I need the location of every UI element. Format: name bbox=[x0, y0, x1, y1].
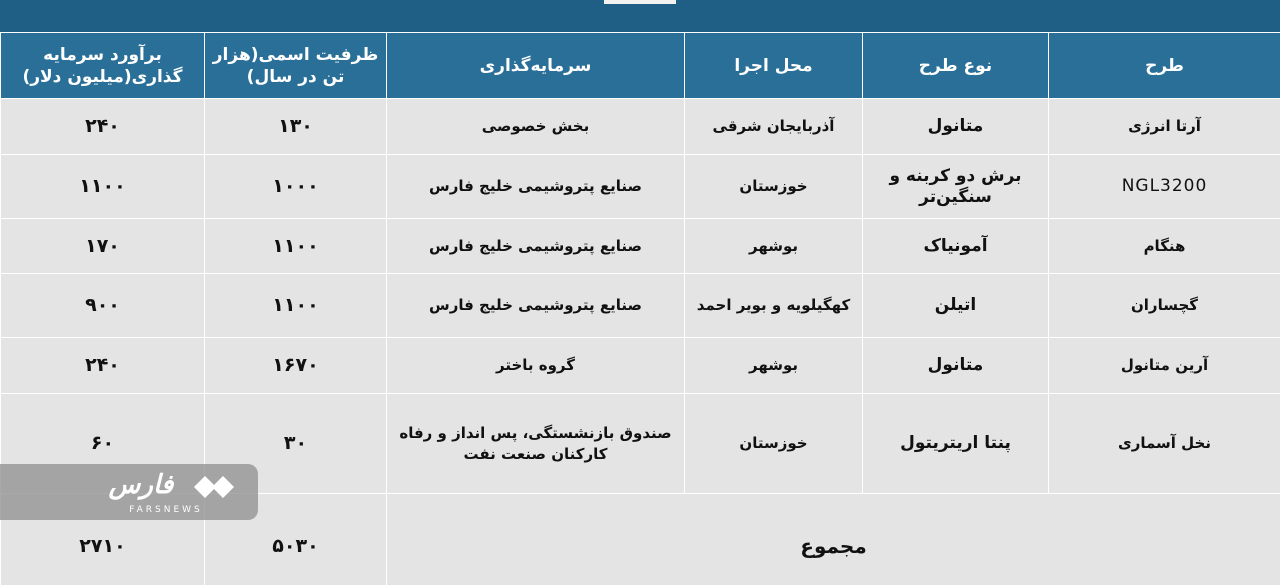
cell-capacity: ۱۱۰۰ bbox=[205, 274, 387, 338]
header-investor: سرمایه‌گذاری bbox=[387, 33, 685, 99]
cell-investor: صنایع پتروشیمی خلیج فارس bbox=[387, 274, 685, 338]
cell-project: نخل آسماری bbox=[1049, 394, 1280, 494]
header-investment: برآورد سرمایه گذاری(میلیون دلار) bbox=[1, 33, 205, 99]
cell-location: کهگیلویه و بویر احمد bbox=[685, 274, 863, 338]
cell-type: برش دو کربنه و سنگین‌تر bbox=[863, 155, 1049, 219]
cell-investment: ۱۷۰ bbox=[1, 219, 205, 274]
table-row bbox=[1, 219, 1280, 274]
cell-investment: ۱۱۰۰ bbox=[1, 155, 205, 219]
cell-project: آرتا انرژی bbox=[1049, 99, 1280, 155]
cell-investor: گروه باختر bbox=[387, 338, 685, 394]
farsnews-logo bbox=[0, 464, 258, 520]
cell-type: آمونیاک bbox=[863, 219, 1049, 274]
cell-investment: ۹۰۰ bbox=[1, 274, 205, 338]
cell-investor: بخش خصوصی bbox=[387, 99, 685, 155]
cell-type: پنتا اریتریتول bbox=[863, 394, 1049, 494]
header-capacity: ظرفیت اسمی(هزار تن در سال) bbox=[205, 33, 387, 99]
table-row bbox=[1, 99, 1280, 155]
logo-word: فارس bbox=[108, 470, 174, 500]
cell-location: آذربایجان شرقی bbox=[685, 99, 863, 155]
fars-diamond-icon bbox=[192, 474, 236, 500]
cell-capacity: ۱۳۰ bbox=[205, 99, 387, 155]
header-location: محل اجرا bbox=[685, 33, 863, 99]
cell-project: هنگام bbox=[1049, 219, 1280, 274]
cell-capacity: ۱۱۰۰ bbox=[205, 219, 387, 274]
cell-capacity: ۳۰ bbox=[205, 394, 387, 494]
cell-project: گچساران bbox=[1049, 274, 1280, 338]
header-type: نوع طرح bbox=[863, 33, 1049, 99]
table-row bbox=[1, 155, 1280, 219]
cell-investment: ۲۴۰ bbox=[1, 338, 205, 394]
total-capacity: ۵۰۳۰ bbox=[205, 494, 387, 586]
table-row bbox=[1, 274, 1280, 338]
cell-location: خوزستان bbox=[685, 155, 863, 219]
cell-investment: ۶۰ bbox=[1, 394, 205, 494]
cell-location: بوشهر bbox=[685, 338, 863, 394]
logo-subtext: FARSNEWS bbox=[129, 505, 203, 515]
cell-investment: ۲۴۰ bbox=[1, 99, 205, 155]
cell-type: متانول bbox=[863, 99, 1049, 155]
cell-capacity: ۱۶۷۰ bbox=[205, 338, 387, 394]
total-investment: ۲۷۱۰ bbox=[1, 494, 205, 586]
cell-location: بوشهر bbox=[685, 219, 863, 274]
cell-type: اتیلن bbox=[863, 274, 1049, 338]
cell-investor: صنایع پتروشیمی خلیج فارس bbox=[387, 219, 685, 274]
banner-notch bbox=[604, 0, 676, 4]
cell-project: آرین متانول bbox=[1049, 338, 1280, 394]
table-row bbox=[1, 338, 1280, 394]
cell-project: NGL3200 bbox=[1049, 155, 1280, 219]
top-banner bbox=[0, 0, 1280, 32]
cell-type: متانول bbox=[863, 338, 1049, 394]
header-project: طرح bbox=[1049, 33, 1280, 99]
header-row bbox=[1, 33, 1280, 99]
cell-investor: صنایع پتروشیمی خلیج فارس bbox=[387, 155, 685, 219]
cell-location: خوزستان bbox=[685, 394, 863, 494]
total-label: مجموع bbox=[387, 494, 1280, 586]
cell-investor: صندوق بازنشستگی، پس انداز و رفاه کارکنان صنعت نفت bbox=[387, 394, 685, 494]
cell-capacity: ۱۰۰۰ bbox=[205, 155, 387, 219]
